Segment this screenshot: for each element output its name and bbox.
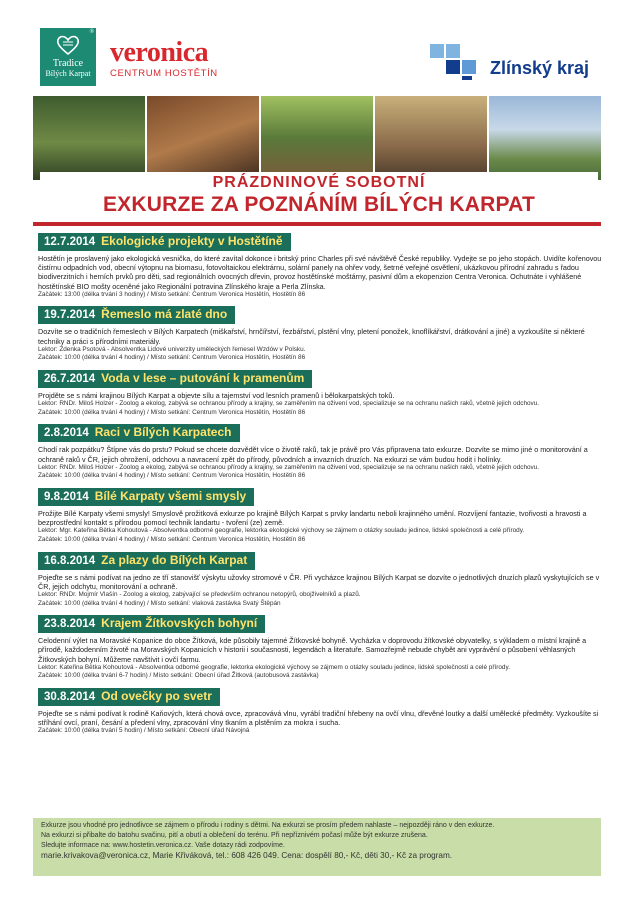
zlin-logo-text: Zlínský kraj <box>490 58 590 78</box>
event-lector: Lektor: Kateřina Bětka Kohoutová - Absolventka odborné geografie, lektorka ekologické výchovy se zájmem o otázky souladu jedince, lidské společnosti a celé přírody. <box>38 663 510 671</box>
tradice-logo-line1: Tradice <box>52 58 84 69</box>
event-date: 9.8.2014 <box>44 490 89 503</box>
title-banner <box>40 172 598 226</box>
event-date: 16.8.2014 <box>44 554 96 567</box>
event-item <box>38 487 604 545</box>
footer-line2: Na exkurzi si přibalte do batohu svačinu, pití a obutí a oblečení do terénu. Při nepříznivém počasí může být exkurze zrušena. <box>41 832 428 839</box>
info-footer <box>33 818 601 876</box>
event-lector: Lektor: RNDr. Miloš Holzer - Zoolog a ekolog, zabývá se ochranou přírody a krajiny, se zaměřením na oživení vod, specializuje se na ochranu našich raků, včetně jejich odchovu. <box>38 400 540 408</box>
event-item <box>38 614 604 681</box>
footer-line4: marie.krivakova@veronica.cz, Marie Křiváková, tel.: 608 426 049. Cena: dospělí 80,- Kč, děti 30,- Kč za program. <box>41 851 453 860</box>
event-date: 12.7.2014 <box>44 236 96 248</box>
event-heading <box>38 615 265 633</box>
event-list <box>38 232 604 742</box>
event-item <box>38 423 604 481</box>
header <box>0 0 637 100</box>
event-item <box>38 551 604 609</box>
photo-forest <box>33 96 145 180</box>
photo-crafts <box>147 96 259 180</box>
event-item <box>38 369 604 417</box>
event-heading <box>38 488 254 506</box>
event-heading <box>38 424 240 442</box>
event-heading <box>38 233 291 251</box>
footer-line1: Exkurze jsou vhodné pro jednotlivce se zájmem o přírodu i rodiny s dětmi. Na exkurzi se prosím předem nahlaste – nejpozději ráno v den exkurze. <box>41 822 495 829</box>
event-description: Pojeďte se s námi podívat na jedno ze tří stanovišť výskytu užovky stromové v ČR. Při vycházce krajinou Bílých Karpat se dozvíte o jednotlivých druzích plazů vyskytujících se v ČR, jejich odchytu, monitorování a ochraně. <box>38 572 600 591</box>
event-date: 2.8.2014 <box>44 427 89 440</box>
event-item <box>38 687 604 736</box>
event-item <box>38 305 604 363</box>
banner-line2: EXKURZE ZA POZNÁNÍM BÍLÝCH KARPAT <box>102 193 536 216</box>
banner-line1: PRÁZDNINOVÉ SOBOTNÍ <box>212 174 426 191</box>
zlin-logo <box>430 44 610 80</box>
photo-stream <box>261 96 373 180</box>
event-description: Dozvíte se o tradičních řemeslech v Bílých Karpatech (miškařství, hrnčířství, řezbářství, plstění vlny, pletení ponožek, knoflíkářství, drátkování a jiné) a vyzkoušíte si některé techniky a práci s přírodními materiály. <box>38 327 585 346</box>
event-lector: Lektor: Zdenka Psotová - Absolventka Lidové univerzity uměleckých řemesel Wzdów v Polsku. <box>38 345 306 353</box>
event-description: Celodenní výlet na Moravské Kopanice do obce Žítková, kde působily tajemné Žítkovské bohyně. Vycházka v doprovodu žítkovské obyvatelky, s výkladem o místní krajině a přírodě, každodenním životě na Moravských Kopanicích v historii i současnosti, legendách a literatuře. Samozřejmě nebude chybět ani vyprávění o působení věhlasných Žítkovských bohyní. Můžeme navštívit i ovčí farmu. <box>38 636 587 664</box>
footer-line3: Sledujte informace na: www.hostetin.veronica.cz. Vaše dotazy rádi zodpovíme. <box>41 842 285 849</box>
event-date: 30.8.2014 <box>44 690 96 703</box>
photo-strip <box>33 96 601 180</box>
event-title: Bílé Karpaty všemi smysly <box>94 488 247 503</box>
event-start: Začátek: 10:00 (délka trvání 5 hodin) / Místo setkání: Obecní úřad Návojná <box>38 727 250 735</box>
event-description: Projděte se s námi krajinou Bílých Karpat a objevte sílu a tajemství vod lesních pramenů i bělokarpatských toků. <box>38 391 395 400</box>
event-title: Raci v Bílých Karpatech <box>94 425 232 440</box>
event-title: Krajem Žítkovských bohyní <box>101 616 258 631</box>
event-start: Začátek: 10:00 (délka trvání 4 hodiny) / Místo setkání: vlaková zastávka Svatý Štěpán <box>38 599 281 607</box>
event-start: Začátek: 10:00 (délka trvání 4 hodiny) / Místo setkání: Centrum Veronica Hostětín, Hostětín 86 <box>38 408 306 416</box>
event-heading <box>38 688 220 706</box>
photo-people <box>375 96 487 180</box>
event-start: Začátek: 10:00 (délka trvání 4 hodiny) / Místo setkání: Centrum Veronica Hostětín, Hostětín 86 <box>38 535 306 543</box>
event-start: Začátek: 10:00 (délka trvání 4 hodiny) / Místo setkání: Centrum Veronica Hostětín, Hostětín 86 <box>38 472 306 480</box>
veronica-logo <box>110 37 230 86</box>
event-lector: Lektor: RNDr. Mojmír Vlašín - Zoolog a ekolog, zabývající se především ochranou netopýrů, obojživelníků a plazů. <box>38 590 361 598</box>
event-description: Chodí rak pozpátku? Štípne vás do prstu? Pokud se chcete dozvědět více o životě raků, tak je právě pro Vás připravena tato exkurze. Dozvíte se mimo jiné o monitorování a ochraně raků v ČR, jejich ohrožení, odchovu a navracení zpět do přírody, původních a invazních druzích. Na exkurzi se vám budou hodit i holínky. <box>38 445 588 464</box>
tradice-logo-line2: Bílých Karpat <box>45 69 91 78</box>
event-lector: Lektor: RNDr. Miloš Holzer - Zoolog a ekolog, zabývá se ochranou přírody a krajiny, se zaměřením na oživení vod, specializuje se na ochranu našich raků, včetně jejich odchovu. <box>38 463 540 471</box>
event-date: 19.7.2014 <box>44 309 96 322</box>
veronica-logo-sub: CENTRUM HOSTĚTÍN <box>110 68 218 79</box>
banner-underline <box>33 222 601 226</box>
photo-hills <box>489 96 601 180</box>
event-title: Ekologické projekty v Hostětíně <box>101 234 283 248</box>
event-title: Řemeslo má zlaté dno <box>101 307 228 322</box>
event-heading <box>38 552 255 570</box>
event-title: Za plazy do Bílých Karpat <box>101 552 248 567</box>
tradice-heart-icon <box>54 34 82 56</box>
event-title: Od ovečky po svetr <box>101 688 212 703</box>
tradice-logo: ® Tradice Bílých Karpat <box>40 28 96 86</box>
event-date: 23.8.2014 <box>44 618 96 631</box>
event-item <box>38 232 604 299</box>
event-lector: Lektor: Mgr. Kateřina Bětka Kohoutová - Absolventka odborné geografie, lektorka ekologické výchovy se zájmem o otázky souladu jedince, lidské společnosti a celé přírody. <box>38 527 525 535</box>
event-heading <box>38 306 235 324</box>
event-start: Začátek: 13:00 (délka trvání 3 hodiny) / Místo setkání: Centrum Veronica Hostětín, Hostětín 86 <box>38 290 306 298</box>
event-title: Voda v lese – putování k pramenům <box>101 371 305 385</box>
event-description: Pojeďte se s námi podívat k rodině Kaňových, která chová ovce, zpracovává vlnu, vyrábí tradiční hřebeny na ovčí vlnu, dřevěné loutky a další umělecké předměty. Vyzkoušíte si stříhání ovcí, praní, česání a předení vlny, zpracování vlny tkaním a plstěním za mokra i sucha. <box>38 708 599 728</box>
event-description: Prožijte Bílé Karpaty všemi smysly! Smyslově prožitková exkurze po krajině Bílých Karpat s prvky landartu neboli krajinného umění. Rozvíjení fantazie, tvořivosti a hravosti a bezprostřední kontakt s přírodou pomocí technik landartu - tvoření (ze) země. <box>38 508 587 528</box>
veronica-logo-word: veronica <box>110 37 209 68</box>
event-start: Začátek: 10:00 (délka trvání 6-7 hodin) / Místo setkání: Obecní úřad Žítková (autobusová zastávka) <box>38 672 319 680</box>
event-heading <box>38 370 312 388</box>
event-description: Hostětín je proslavený jako ekologická vesnička, do které zavítal dokonce i britský princ Charles při své návštěvě České republiky. Vydejte se po jeho stopách. Uvidíte kořenovou čistírnu odpadních vod, obecní výtopnu na biomasu, fotovoltaickou elektrárnu, solární panely na ohřev vody, šetrné veřejné osvětlení, ukázkovou přírodní zahradu s řadou biodiverzitních i herních prvků pro děti, sad regionálních ovocných dřevin, provoz hostětínské moštárny, pasivní dům a ekopenzion Centra Veronica. Ochutnáte i vyhlášené hostětínské BIO mošty oceněné jako Regionální potravina Zlínského kraje a Perla Zlínska. <box>38 254 602 291</box>
event-date: 26.7.2014 <box>44 373 96 385</box>
event-start: Začátek: 10:00 (délka trvání 4 hodiny) / Místo setkání: Centrum Veronica Hostětín, Hostětín 86 <box>38 354 306 362</box>
